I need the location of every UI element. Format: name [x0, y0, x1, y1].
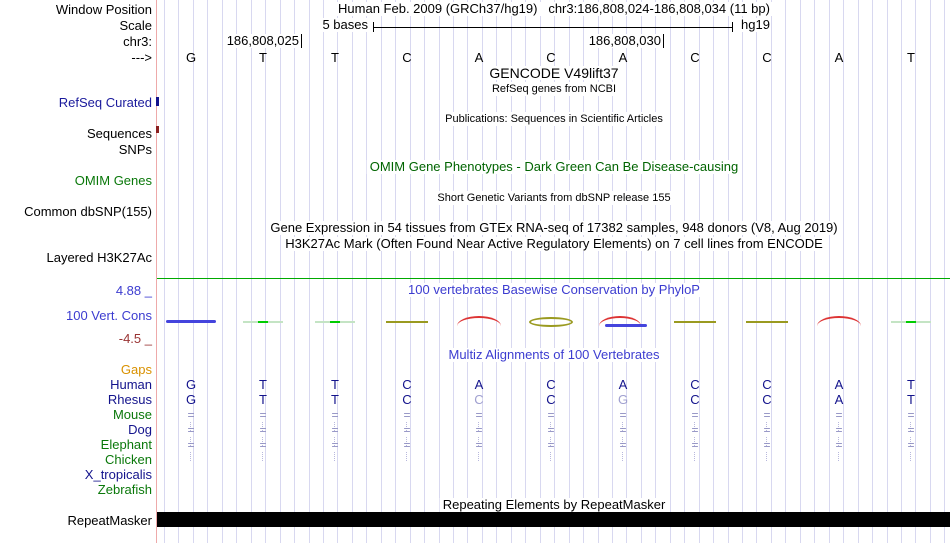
track-label-omim-genes[interactable]: OMIM Genes: [74, 173, 152, 188]
align-base-rhesus: G: [185, 392, 197, 407]
gridline: [395, 0, 396, 543]
track-label-100-vert-cons[interactable]: 100 Vert. Cons: [66, 308, 152, 323]
double-line-glyph: =: [331, 408, 339, 422]
scale-label: Scale: [119, 18, 152, 33]
ruler-base-letter: T: [259, 50, 267, 65]
track-label-column: [0, 0, 152, 543]
species-label-mouse[interactable]: Mouse: [112, 407, 152, 422]
gridline: [641, 0, 642, 543]
ruler-base-letter: T: [907, 50, 915, 65]
conservation-mark-lens_olive[interactable]: [515, 312, 587, 328]
double-line-glyph: =: [763, 408, 771, 422]
gridline: [742, 0, 743, 543]
double-line-glyph: =: [331, 423, 339, 437]
conservation-mark-flat_olive[interactable]: [731, 312, 803, 328]
gap-dotted-tail: [838, 452, 840, 461]
gridline: [814, 0, 815, 543]
align-gap-mark: [803, 439, 875, 461]
track-label-repeatmasker[interactable]: RepeatMasker: [67, 513, 152, 528]
double-line-glyph: =: [619, 423, 627, 437]
double-line-glyph: =: [763, 438, 771, 452]
species-label-elephant[interactable]: Elephant: [100, 437, 152, 452]
gridline: [323, 0, 324, 543]
align-base-human: T: [331, 377, 339, 392]
gap-dotted-tail: [478, 452, 480, 461]
gap-dotted-tail: [406, 452, 408, 461]
refseq-track-title: RefSeq genes from NCBI: [489, 82, 619, 96]
double-line-glyph: =: [475, 423, 483, 437]
gridline: [858, 0, 859, 543]
gridline: [410, 0, 411, 543]
ruler-base-letter: A: [618, 50, 628, 65]
gridline: [771, 0, 772, 543]
cons-axis-min-label: -4.5 _: [118, 331, 152, 346]
gridline: [207, 0, 208, 543]
gridline: [800, 0, 801, 543]
ruler-base-letter: C: [762, 50, 772, 65]
publications-track-title: Publications: Sequences in Scientific Articles: [442, 112, 666, 126]
species-label-dog[interactable]: Dog: [128, 422, 152, 437]
cons-shape: [166, 320, 216, 323]
gridline: [684, 0, 685, 543]
repeatmasker-item-bar[interactable]: [157, 512, 950, 527]
gridline: [482, 0, 483, 543]
align-base-human: T: [907, 377, 915, 392]
strand-arrow-label[interactable]: --->: [131, 50, 152, 65]
gap-dotted-tail: [694, 452, 696, 461]
gap-dotted-tail: [622, 452, 624, 461]
align-base-rhesus: T: [907, 392, 915, 407]
double-line-glyph: =: [547, 423, 555, 437]
gridline: [756, 0, 757, 543]
align-base-human: C: [762, 377, 772, 392]
gridline: [294, 0, 295, 543]
double-line-glyph: =: [907, 438, 915, 452]
double-line-glyph: =: [835, 408, 843, 422]
omim-track-title: OMIM Gene Phenotypes - Dark Green Can Be Disease-causing: [367, 160, 742, 174]
double-line-glyph: =: [187, 408, 195, 422]
sequences-item-sliver[interactable]: [156, 126, 159, 133]
repeatmasker-track-title: Repeating Elements by RepeatMasker: [440, 498, 669, 512]
conservation-mark-arc_red_blue[interactable]: [587, 312, 659, 328]
gridline: [915, 0, 916, 543]
align-base-rhesus: C: [690, 392, 700, 407]
gridline: [887, 0, 888, 543]
dbsnp-track-title: Short Genetic Variants from dbSNP release 155: [434, 191, 673, 205]
ruler-tick-label: 186,808,025: [227, 34, 302, 48]
gencode-track-title: GENCODE V49lift37: [486, 66, 621, 80]
align-base-rhesus: T: [259, 392, 267, 407]
cons-line-blue: [605, 324, 647, 327]
species-label-rhesus[interactable]: Rhesus: [107, 392, 152, 407]
double-line-glyph: =: [475, 408, 483, 422]
align-base-human: A: [618, 377, 628, 392]
double-line-glyph: =: [619, 408, 627, 422]
align-gap-mark: [227, 439, 299, 461]
conservation-mark-tick_green[interactable]: [875, 312, 947, 328]
cons-shape: [891, 321, 931, 323]
conservation-mark-flat_blue[interactable]: [155, 312, 227, 328]
align-gap-mark: [587, 439, 659, 461]
gridline: [843, 0, 844, 543]
cons-shape: [746, 321, 788, 323]
gridline: [944, 0, 945, 543]
track-label-snps[interactable]: SNPs: [118, 142, 152, 157]
gridline: [309, 0, 310, 543]
chrom-label[interactable]: chr3:: [123, 34, 152, 49]
track-label-layered-h3k27ac[interactable]: Layered H3K27Ac: [46, 250, 152, 265]
double-line-glyph: =: [907, 423, 915, 437]
gridline: [670, 0, 671, 543]
align-base-rhesus: A: [834, 392, 844, 407]
h3k27ac-baseline: [157, 278, 950, 279]
species-label-chicken[interactable]: Chicken: [105, 452, 152, 467]
gridline: [164, 0, 165, 543]
align-base-rhesus: C: [546, 392, 556, 407]
scale-bar: [373, 22, 733, 32]
ruler-base-letter: C: [546, 50, 556, 65]
conservation-track-title: 100 vertebrates Basewise Conservation by PhyloP: [405, 283, 703, 297]
gridline: [265, 0, 266, 543]
gap-dotted-tail: [910, 452, 912, 461]
align-gap-mark: [515, 439, 587, 461]
conservation-mark-tick_green[interactable]: [227, 312, 299, 328]
double-line-glyph: =: [259, 408, 267, 422]
double-line-glyph: =: [835, 423, 843, 437]
cons-shape: [674, 321, 716, 323]
gridline: [222, 0, 223, 543]
gridline: [901, 0, 902, 543]
gridline: [439, 0, 440, 543]
double-line-glyph: =: [835, 438, 843, 452]
double-line-glyph: =: [547, 408, 555, 422]
gtex-track-title: Gene Expression in 54 tissues from GTEx RNA-seq of 17382 samples, 948 donors (V8, Aug 2019): [267, 221, 840, 235]
double-line-glyph: =: [547, 438, 555, 452]
scale-assembly-label: hg19: [741, 17, 770, 32]
align-base-human: C: [690, 377, 700, 392]
double-line-glyph: =: [187, 423, 195, 437]
ruler-base-letter: T: [331, 50, 339, 65]
gridline: [337, 0, 338, 543]
species-label-x_tropicalis[interactable]: X_tropicalis: [84, 467, 152, 482]
species-label-gaps[interactable]: Gaps: [120, 362, 152, 377]
align-base-rhesus: C: [474, 392, 484, 407]
gap-dotted-tail: [190, 452, 192, 461]
align-base-rhesus: C: [402, 392, 412, 407]
refseq-item-sliver[interactable]: [156, 97, 159, 106]
double-line-glyph: =: [475, 438, 483, 452]
gridline: [280, 0, 281, 543]
assembly-name: Human Feb. 2009 (GRCh37/hg19): [338, 1, 538, 16]
align-base-rhesus: G: [617, 392, 629, 407]
gridline: [872, 0, 873, 543]
conservation-mark-arc_red[interactable]: [443, 312, 515, 328]
ruler-base-letter: G: [185, 50, 197, 65]
gap-dotted-tail: [550, 452, 552, 461]
gridline: [626, 0, 627, 543]
align-base-human: T: [259, 377, 267, 392]
multiz-track-title: Multiz Alignments of 100 Vertebrates: [445, 348, 662, 362]
double-line-glyph: =: [691, 423, 699, 437]
ruler-base-letter: A: [474, 50, 484, 65]
align-gap-mark: [731, 439, 803, 461]
gridline: [699, 0, 700, 543]
gridline: [829, 0, 830, 543]
gridline: [178, 0, 179, 543]
align-gap-mark: [155, 439, 227, 461]
align-base-human: A: [834, 377, 844, 392]
align-base-human: C: [402, 377, 412, 392]
double-line-glyph: =: [403, 423, 411, 437]
align-base-human: G: [185, 377, 197, 392]
double-line-glyph: =: [259, 438, 267, 452]
track-label-refseq-curated[interactable]: RefSeq Curated: [58, 95, 152, 110]
conservation-mark-tick_green[interactable]: [299, 312, 371, 328]
ruler-base-letter: A: [834, 50, 844, 65]
ruler-base-letter: C: [402, 50, 412, 65]
gridline: [728, 0, 729, 543]
align-base-rhesus: C: [762, 392, 772, 407]
double-line-glyph: =: [331, 438, 339, 452]
double-line-glyph: =: [691, 438, 699, 452]
cons-axis-max-label: 4.88 _: [115, 283, 152, 298]
double-line-glyph: =: [691, 408, 699, 422]
double-line-glyph: =: [619, 438, 627, 452]
gridline: [467, 0, 468, 543]
gridline: [424, 0, 425, 543]
gap-dotted-tail: [766, 452, 768, 461]
cons-shape: [817, 316, 861, 326]
double-line-glyph: =: [403, 438, 411, 452]
conservation-mark-arc_red[interactable]: [803, 312, 875, 328]
ruler-base-letter: C: [690, 50, 700, 65]
align-base-rhesus: T: [331, 392, 339, 407]
double-line-glyph: =: [907, 408, 915, 422]
gridline: [366, 0, 367, 543]
align-base-human: A: [474, 377, 484, 392]
cons-shape: [315, 321, 355, 323]
align-gap-mark: [875, 439, 947, 461]
cons-shape: [243, 321, 283, 323]
conservation-mark-flat_olive[interactable]: [371, 312, 443, 328]
cons-shape: [457, 316, 501, 326]
align-gap-mark: [299, 439, 371, 461]
gridline: [713, 0, 714, 543]
scale-bases-label: 5 bases: [322, 17, 368, 32]
double-line-glyph: =: [187, 438, 195, 452]
species-label-human[interactable]: Human: [110, 377, 152, 392]
track-label-common-dbsnp[interactable]: Common dbSNP(155): [24, 204, 152, 219]
gap-dotted-tail: [262, 452, 264, 461]
gridline: [655, 0, 656, 543]
double-line-glyph: =: [763, 423, 771, 437]
cons-shape: [529, 317, 573, 327]
track-label-sequences[interactable]: Sequences: [86, 126, 152, 141]
gridline: [930, 0, 931, 543]
align-base-human: C: [546, 377, 556, 392]
gridline: [453, 0, 454, 543]
gap-dotted-tail: [334, 452, 336, 461]
ruler-tick-label: 186,808,030: [589, 34, 664, 48]
track-drawing-area[interactable]: [156, 0, 950, 543]
window-position-label: Window Position: [55, 2, 152, 17]
align-gap-mark: [659, 439, 731, 461]
gridline: [236, 0, 237, 543]
gridline: [352, 0, 353, 543]
conservation-mark-flat_olive[interactable]: [659, 312, 731, 328]
align-gap-mark: [443, 439, 515, 461]
cons-shape: [386, 321, 428, 323]
species-label-zebrafish[interactable]: Zebrafish: [97, 482, 152, 497]
assembly-position-title: [335, 2, 773, 16]
double-line-glyph: =: [403, 408, 411, 422]
gridline: [785, 0, 786, 543]
double-line-glyph: =: [259, 423, 267, 437]
gridline: [251, 0, 252, 543]
gridline: [193, 0, 194, 543]
gridline: [381, 0, 382, 543]
align-gap-mark: [371, 439, 443, 461]
h3k27ac-track-title: H3K27Ac Mark (Often Found Near Active Regulatory Elements) on 7 cell lines from ENCODE: [282, 237, 826, 251]
position-range: chr3:186,808,024-186,808,034 (11 bp): [548, 1, 770, 16]
